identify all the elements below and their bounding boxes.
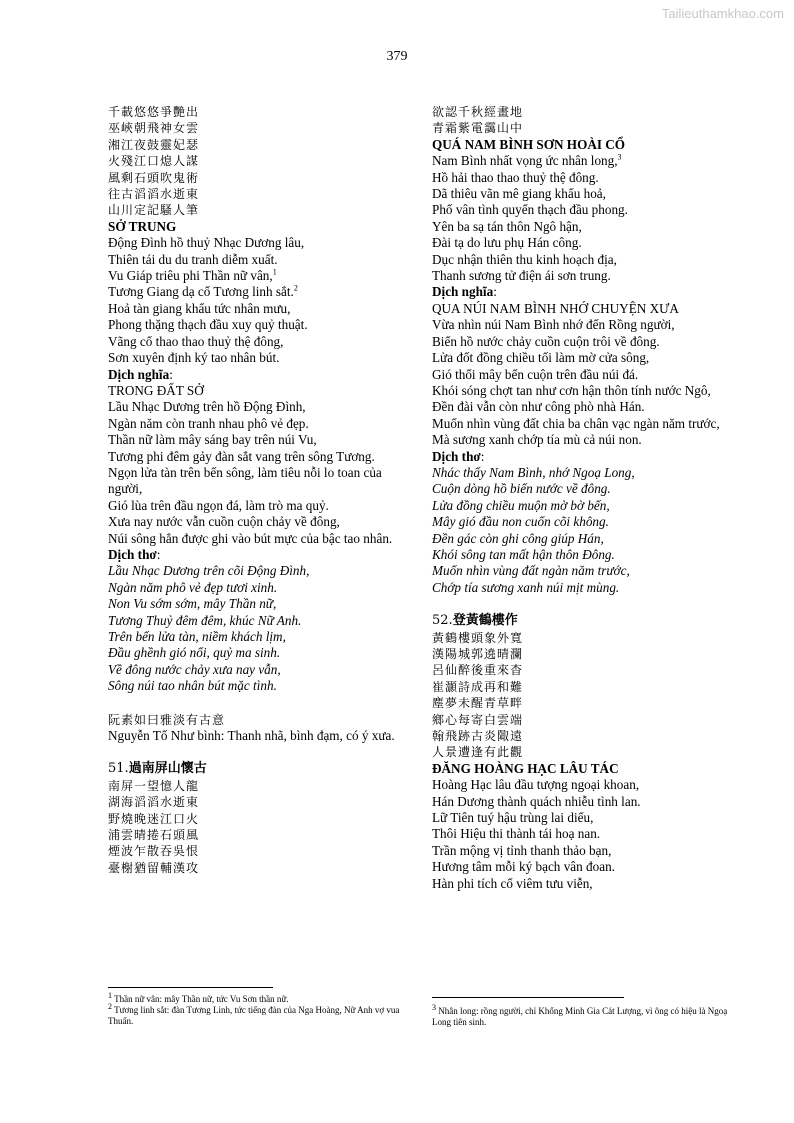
verse-translation	[108, 563, 410, 694]
poem-transliteration	[432, 153, 742, 284]
verse-translation	[432, 465, 742, 596]
left-column	[108, 104, 410, 876]
poem-line: Phong thặng thạch đầu xuy quỷ thuật.	[108, 317, 308, 333]
han-line: 野燒晚迷江口火	[108, 811, 200, 826]
poem-line: Hoả tàn giang khẩu tức nhân mưu,	[108, 300, 291, 316]
verse-line: Nhác thấy Nam Bình, nhớ Ngoạ Long,	[432, 464, 635, 480]
translation-line: Tương phi đêm gảy đàn sắt vang trên sông Tương.	[108, 448, 375, 464]
poem-line: Sơn xuyên định ký tao nhân bút.	[108, 350, 280, 366]
poem-line: Động Đình hồ thuỷ Nhạc Dương lâu,	[108, 235, 305, 251]
han-poem-block	[108, 778, 410, 876]
han-line: 風剩石頭吹鬼術	[108, 170, 200, 185]
poem-han-title: 登黃鶴樓作	[452, 613, 518, 629]
han-poem-block	[432, 104, 742, 137]
spacer	[108, 695, 410, 712]
poem-line: Thanh sương tử điện ái sơn trung.	[432, 268, 611, 284]
han-line: 浦雲晴捲石頭風	[108, 828, 200, 843]
poem-line-text: Tương Giang dạ cổ Tương linh sắt.	[108, 284, 294, 300]
dich-tho-label: Dịch thơ:	[108, 546, 161, 562]
right-column	[432, 104, 742, 892]
han-line: 千載悠悠爭艷出	[108, 105, 200, 119]
han-line: 火殘江口熄人謀	[108, 154, 200, 169]
verse-line: Trên bến lửa tàn, niềm khách lịm,	[108, 629, 286, 644]
footnote	[108, 1002, 418, 1027]
poem-line: Lữ Tiên tuý hậu trùng lai diểu,	[432, 810, 594, 826]
translation-line: Ngọn lửa tàn trên bến sông, làm tiêu nỗi lo toan của người,	[108, 464, 382, 497]
poem-title: SỞ TRUNG	[108, 218, 177, 234]
page-number: 379	[386, 49, 408, 64]
translation-title: QUA NÚI NAM BÌNH NHỚ CHUYỆN XƯA	[432, 300, 679, 316]
footnote-text: Nhân long: rồng người, chỉ Khổng Minh Gia Cát Lượng, vì ông có hiệu là Ngoạ Long tiên sinh.	[432, 1006, 728, 1027]
dich-nghia-label: Dịch nghĩa:	[108, 366, 173, 382]
poem-line: Đài tạ do lưu phụ Hán công.	[432, 235, 582, 251]
verse-line: Cuộn dòng hồ biển nước về đông.	[432, 481, 611, 497]
verse-line: Tương Thuỷ đêm đêm, khúc Nữ Anh.	[108, 612, 302, 628]
footnote	[432, 1003, 742, 1028]
verse-line: Chớp tía sương xanh núi mịt mùng.	[432, 579, 620, 595]
han-line: 翰飛跡古炎陬遠	[432, 729, 524, 744]
poem-title: ĐĂNG HOÀNG HẠC LÂU TÁC	[432, 760, 619, 776]
footnote-text: Tương linh sắt: đàn Tương Linh, tức tiếng đàn của Nga Hoàng, Nữ Anh vợ vua Thuấn.	[108, 1005, 400, 1026]
han-line: 黃鶴樓頭象外寬	[432, 630, 524, 645]
verse-line: Lửa đồng chiều muộn mờ bờ bến,	[432, 497, 610, 513]
watermark: Tailieuthamkhao.com	[661, 6, 784, 21]
verse-line: Đền gác còn ghi công giúp Hán,	[432, 530, 604, 546]
poem-line: Dã thiêu vãn mê giang khẩu hoả,	[432, 186, 606, 202]
translation-line: Núi sông hẳn được ghi vào bút mực của bậc tao nhân.	[108, 530, 393, 546]
footnote-ref[interactable]: 2	[293, 284, 298, 294]
poem-line: Dục nhận thiên thu kinh hoạch địa,	[432, 251, 617, 267]
translation-line: Lửa đốt đồng chiều tối làm mờ cửa sông,	[432, 350, 650, 366]
han-line: 人景遭逢有此觀	[432, 745, 524, 760]
translation-line: Lầu Nhạc Dương trên hồ Động Đình,	[108, 399, 306, 415]
footnotes-right	[432, 1003, 742, 1028]
poem-line: Hương tâm mỗi ký bạch vân đoan.	[432, 859, 615, 875]
poem-title: QUÁ NAM BÌNH SƠN HOÀI CỔ	[432, 136, 626, 152]
han-line: 青霜紫電靄山中	[432, 121, 524, 136]
footnote-number: 1	[108, 991, 112, 1000]
han-poem-block	[108, 104, 410, 219]
verse-line: Đầu ghềnh gió nổi, quỷ ma sinh.	[108, 645, 281, 661]
poem-number: 51.	[108, 761, 129, 777]
footnote-ref[interactable]: 3	[617, 152, 622, 162]
footnote-divider	[108, 987, 273, 988]
translation-title: TRONG ĐẤT SỞ	[108, 382, 204, 398]
han-poem-block	[432, 630, 742, 761]
footnote-divider	[432, 997, 624, 998]
verse-line: Ngàn năm phô vẻ đẹp tươi xinh.	[108, 579, 278, 595]
poem-transliteration	[432, 777, 742, 892]
poem-line-text: Vu Giáp triêu phi Thần nữ vân,	[108, 268, 273, 284]
label-text: Dịch nghĩa	[432, 284, 494, 300]
translation-line: Vừa nhìn núi Nam Bình nhớ đến Rồng người,	[432, 317, 675, 333]
verse-line: Muốn nhìn vùng đất ngàn năm trước,	[432, 563, 630, 579]
han-line: 欲認千秋經畫地	[432, 105, 524, 119]
poem-line: Yên ba sạ tán thôn Ngô hận,	[432, 218, 582, 234]
spacer	[432, 596, 742, 613]
translation-line: Đền đài vẫn còn như công phò nhà Hán.	[432, 399, 645, 415]
poem-line: Hàn phi tích cổ viêm tưu viễn,	[432, 875, 593, 891]
spacer	[108, 744, 410, 761]
han-line: 煙波乍散吞吳恨	[108, 844, 200, 859]
poem-line: Thôi Hiệu thi thành tái hoạ nan.	[432, 826, 601, 842]
translation-line: Gió thổi mây bến cuộn trên đầu núi đá.	[432, 366, 639, 382]
verse-line: Về đông nước chảy xưa nay vẫn,	[108, 661, 281, 677]
verse-line: Sông núi tao nhân bút mặc tình.	[108, 678, 277, 694]
translation-line: Muốn nhìn vùng đất chia ba chân vạc ngàn năm trước,	[432, 415, 720, 431]
poem-line: Hoàng Hạc lâu đầu tượng ngoại khoan,	[432, 777, 640, 793]
label-text: Dịch thơ	[432, 448, 481, 464]
translation-block	[432, 317, 742, 448]
verse-line: Khói sông tan mất hận thôn Đông.	[432, 546, 615, 562]
poem-line	[108, 268, 410, 284]
translation-block	[108, 399, 410, 547]
translation-line: Thần nữ làm mây sáng bay trên núi Vu,	[108, 432, 317, 448]
translation-line: Biển hồ nước chảy cuồn cuộn trôi về đông.	[432, 333, 660, 349]
han-line: 往古滔滔水逝東	[108, 187, 200, 202]
poem-51-heading	[108, 761, 410, 777]
label-text: Dịch thơ	[108, 546, 157, 562]
han-line: 鄉心每寄白雲端	[432, 712, 524, 727]
comment: Nguyễn Tố Như bình: Thanh nhã, bình đạm, có ý xưa.	[108, 728, 395, 744]
verse-line: Non Vu sớm sớm, mây Thần nữ,	[108, 596, 277, 612]
poem-line: Thiên tái du du tranh diễm xuất.	[108, 251, 278, 267]
footnote-text: Thần nữ vân: mây Thần nữ, tức Vu Sơn thần nữ.	[114, 994, 289, 1004]
verse-line: Mây gió đầu non cuốn cõi không.	[432, 514, 609, 530]
dich-tho-label: Dịch thơ:	[432, 448, 485, 464]
poem-transliteration	[108, 235, 410, 366]
poem-line: Phố vân tình quyển thạch đầu phong.	[432, 202, 628, 218]
han-line: 湖海滔滔水逝東	[108, 795, 200, 810]
poem-line	[108, 284, 410, 300]
poem-52-heading	[432, 613, 742, 629]
han-line: 巫峽朝飛神女雲	[108, 121, 200, 136]
label-text: Dịch nghĩa	[108, 366, 170, 382]
translation-line: Xưa nay nước vẫn cuồn cuộn chảy về đông,	[108, 514, 340, 530]
poem-line: Vãng cổ thao thao thuỷ thệ đông,	[108, 333, 284, 349]
han-line: 湘江夜鼓靈妃瑟	[108, 137, 200, 152]
han-line: 漢陽城郭遶晴瀾	[432, 647, 524, 661]
poem-line: Hồ hải thao thao thuỷ thệ đông.	[432, 169, 599, 185]
footnote-number: 2	[108, 1002, 112, 1011]
translation-line: Khói sóng chợt tan như cơn hận thôn tính nước Ngô,	[432, 382, 711, 398]
comment-han: 阮素如曰雅淡有古意	[108, 712, 226, 727]
translation-line: Gió lùa trên đầu ngọn đá, làm trò ma quỷ.	[108, 497, 329, 513]
poem-line: Trần mộng vị tỉnh thanh thảo bạn,	[432, 842, 612, 858]
poem-han-title: 過南屏山懷古	[128, 761, 207, 777]
han-line: 崔灝詩成再和難	[432, 679, 524, 694]
poem-line: Hán Dương thành quách nhiễu tình lan.	[432, 793, 641, 809]
poem-line-text: Nam Bình nhất vọng ức nhân long,	[432, 153, 618, 169]
translation-line: Ngàn năm còn tranh nhau phô vẻ đẹp.	[108, 415, 309, 431]
han-line: 臺榭猶留輔漢攻	[108, 860, 200, 875]
dich-nghia-label: Dịch nghĩa:	[432, 284, 497, 300]
footnote-number: 3	[432, 1003, 436, 1012]
poem-number: 52.	[432, 613, 453, 629]
translation-line: Mà sương xanh chớp tía mù cả núi non.	[432, 432, 642, 448]
han-line: 山川定記騷人筆	[108, 203, 200, 218]
poem-line	[432, 153, 742, 169]
han-line: 南屏一望憶人龍	[108, 778, 200, 793]
footnote-ref[interactable]: 1	[272, 267, 277, 277]
footnote	[108, 991, 418, 1005]
verse-line: Lầu Nhạc Dương trên cõi Động Đình,	[108, 563, 310, 579]
han-line: 呂仙醉後重來杳	[432, 663, 524, 678]
han-line: 塵夢未醒青草畔	[432, 696, 524, 711]
footnotes-left	[108, 991, 418, 1027]
